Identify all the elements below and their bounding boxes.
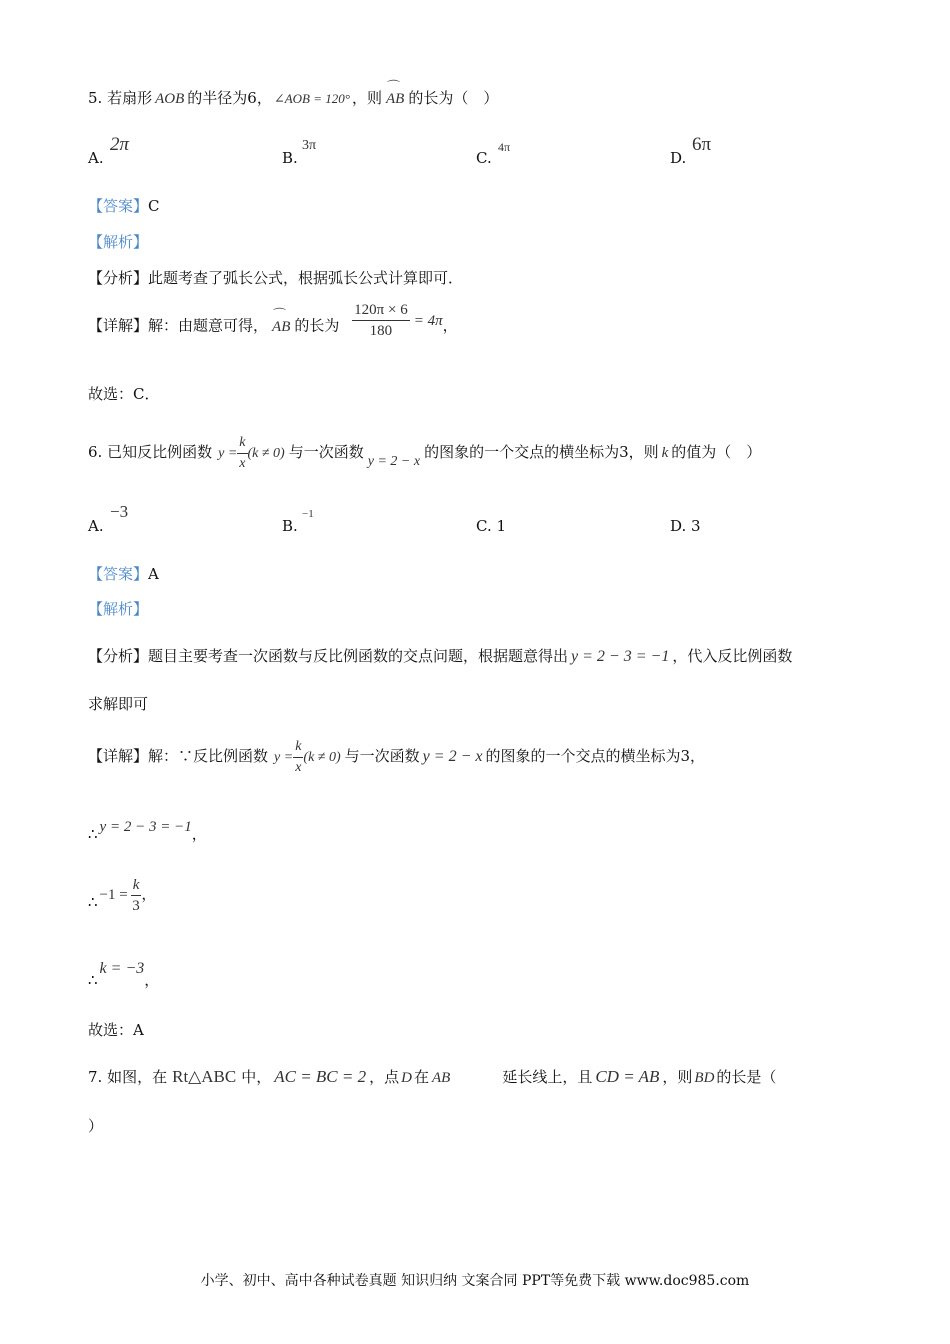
fenxi-tag: 【分析】 — [88, 269, 149, 287]
q6-number: 6. — [88, 443, 108, 461]
q5-detail — [88, 302, 458, 347]
arc-mark-icon: ⌒ — [386, 79, 400, 94]
q6-step3 — [88, 958, 160, 989]
step-math: −1 = — [99, 887, 128, 903]
q6-text: 的图象的一个交点的横坐标为3，则 — [424, 443, 659, 461]
fraction-denominator: x — [239, 455, 246, 471]
q6-analysis-tag: 【解析】 — [88, 600, 149, 618]
fenxi-math: y = 2 − 3 = −1 — [571, 648, 670, 665]
q6-text: 的值为（ ） — [671, 443, 762, 461]
fenxi-text: ，代入反比例函数 — [672, 647, 793, 665]
fraction-denominator: 3 — [132, 897, 140, 914]
q7-text: 如图，在 — [107, 1068, 168, 1086]
fenxi-text: 此题考查了弧长公式，根据弧长公式计算即可． — [148, 269, 464, 287]
arc-mark-icon: ⌒ — [273, 306, 287, 322]
q7-text: 的长是（ — [716, 1068, 777, 1086]
q7-stem-cont: ） — [88, 1117, 104, 1135]
q6-option-b-value: −1 — [302, 508, 314, 520]
q7-math: AC = BC = 2 — [274, 1067, 367, 1086]
q7-math: AB — [431, 1070, 451, 1086]
fraction-denominator: x — [295, 759, 302, 775]
fraction-result: = 4π — [413, 312, 443, 329]
q5-analysis-tag: 【解析】 — [88, 233, 149, 251]
q6-detail — [88, 734, 705, 780]
q6-fenxi — [88, 646, 792, 667]
detail-math: y = 2 − x — [422, 748, 483, 765]
fraction — [237, 433, 247, 474]
q5-option-b-label: B. — [282, 149, 298, 167]
arc-ab — [385, 79, 405, 107]
q7-math: CD = AB — [595, 1067, 660, 1086]
therefore-icon: ∴ — [88, 825, 98, 843]
q6-math: y = 2 − x — [367, 454, 421, 469]
q5-option-a-label: A. — [88, 149, 104, 167]
detail-text: 解：由题意可得， — [148, 316, 269, 335]
fraction-denominator: 180 — [369, 323, 393, 339]
q7-stem — [88, 1067, 776, 1088]
q5-math: ∠AOB = 120° — [273, 91, 350, 106]
answer-value: C — [148, 197, 160, 215]
arc-label: AB — [272, 318, 291, 335]
q5-option-b-value: 3π — [302, 138, 317, 153]
q5-option-d-label: D. — [670, 149, 687, 167]
detail-text: 与一次函数 — [344, 747, 420, 765]
detail-math: y = — [274, 750, 294, 765]
fenxi-tag: 【分析】 — [88, 647, 149, 665]
page-footer: 小学、初中、高中各种试卷真题 知识归纳 文案合同 PPT等免费下载 www.doc985.com — [200, 1273, 750, 1289]
q5-choose: 故选：C． — [88, 385, 160, 403]
step-end: ， — [191, 825, 207, 843]
step-math: k = −3 — [99, 960, 145, 977]
detail-condition: (k ≠ 0) — [303, 750, 341, 765]
q5-option-a-value: 2π — [110, 134, 130, 155]
q7-math: BD — [694, 1070, 715, 1086]
answer-tag: 【答案】 — [88, 197, 149, 215]
fraction-numerator: k — [131, 875, 142, 896]
q7-text: 延长线上，且 — [502, 1068, 593, 1086]
detail-tag: 【详解】 — [88, 316, 149, 335]
therefore-icon: ∴ — [88, 971, 98, 989]
step-end: ， — [144, 971, 160, 989]
arc-ab — [272, 306, 291, 335]
fraction-numerator: 120π × 6 — [352, 300, 410, 321]
q6-fenxi-cont: 求解即可 — [88, 695, 149, 713]
q6-math: k — [661, 445, 669, 461]
q6-option-b-label: B. — [282, 517, 298, 535]
q6-text: 已知反比例函数 — [107, 443, 213, 461]
detail-tag: 【详解】 — [88, 747, 149, 765]
q6-option-d-label: D. 3 — [670, 517, 701, 535]
fraction-numerator: k — [293, 737, 303, 758]
q6-step1 — [88, 816, 207, 843]
q7-text: 在 — [413, 1068, 429, 1086]
detail-end: ， — [442, 316, 458, 335]
q6-option-a-label: A. — [88, 517, 104, 535]
q5-stem — [88, 79, 499, 109]
q5-math: AOB — [155, 91, 185, 107]
fraction-numerator: k — [237, 433, 247, 454]
q6-option-c-label: C. 1 — [476, 517, 507, 535]
q5-text: 若扇形 — [107, 89, 153, 107]
q6-answer — [88, 564, 159, 584]
fenxi-text: 题目主要考查一次函数与反比例函数的交点问题，根据题意得出 — [148, 647, 569, 665]
q5-fenxi — [88, 268, 463, 288]
detail-text: 的图象的一个交点的横坐标为3， — [485, 747, 706, 765]
detail-text: 解：∵反比例函数 — [148, 747, 269, 765]
fraction — [352, 300, 410, 341]
q5-text: ，则 — [351, 89, 382, 107]
answer-tag: 【答案】 — [88, 565, 149, 583]
q6-math: y = — [218, 446, 238, 461]
step-math: y = 2 − 3 = −1 — [99, 819, 192, 835]
q5-number: 5. — [88, 89, 108, 107]
q6-condition: (k ≠ 0) — [247, 446, 285, 461]
q5-option-d-value: 6π — [692, 134, 712, 155]
q5-option-c-label: C. — [476, 149, 492, 167]
q6-step2 — [88, 872, 156, 917]
q6-option-a-value: −3 — [110, 502, 129, 521]
q7-text: 中， — [241, 1068, 272, 1086]
step-end: ， — [141, 885, 157, 903]
q7-math: Rt△ABC — [172, 1067, 237, 1086]
q7-text: ，点 — [369, 1068, 400, 1086]
q7-text: ，则 — [662, 1068, 693, 1086]
q7-number: 7. — [88, 1068, 108, 1086]
q6-stem — [88, 430, 761, 476]
q5-option-c-value: 4π — [498, 140, 511, 154]
q6-choose: 故选：A — [88, 1021, 144, 1039]
q7-math: D — [401, 1070, 412, 1086]
answer-value: A — [148, 565, 159, 583]
q5-text: 的半径为6， — [187, 89, 272, 107]
fraction — [293, 737, 303, 778]
fraction — [131, 875, 142, 916]
q6-text: 与一次函数 — [288, 443, 364, 461]
q5-answer — [88, 196, 160, 216]
arc-label: AB — [385, 91, 405, 107]
detail-text: 的长为 — [294, 316, 340, 335]
q5-text: 的长为（ ） — [408, 89, 499, 107]
therefore-icon: ∴ — [88, 893, 98, 911]
